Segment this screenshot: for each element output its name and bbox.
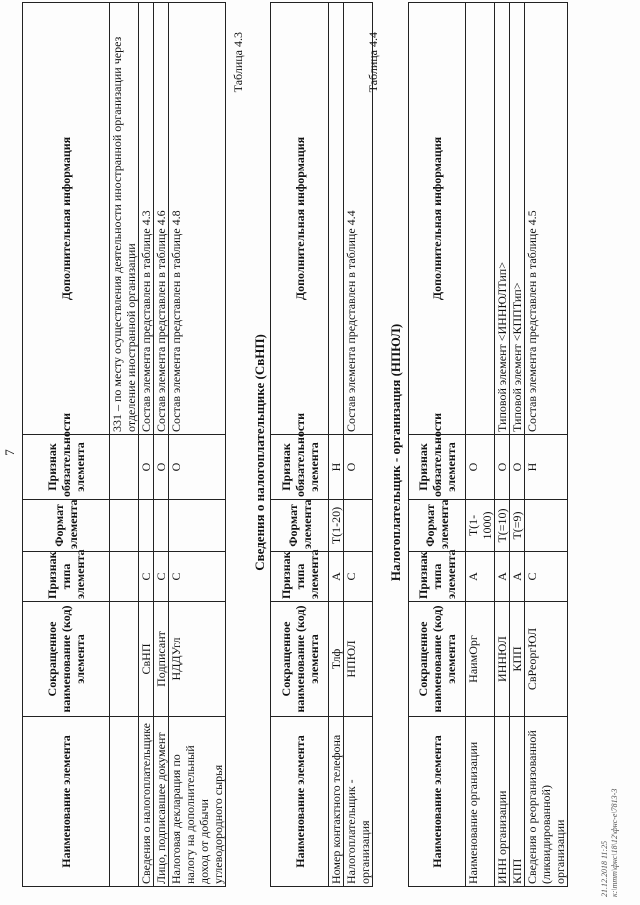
print-stamp-path: к:\ттт\фнс\18\12\фнс-е\7813-3 <box>610 788 619 897</box>
print-stamp <box>600 789 620 897</box>
header-additional-info: Дополнительная информация <box>23 3 110 435</box>
table-4-3-caption: Сведения о налогоплательщике (СвНП) <box>252 334 267 571</box>
table-row: Сведения о реорганизованной (ликвидированной) организации СвРеоргЮЛ С Н Состав элемента представлен в таблице 4.5 <box>525 3 568 887</box>
table-header-row: Наименование элемента Сокращенное наименование (код) элемента Признак типа элемента Формат элемента Признак обязательности элемента Дополнительная информация <box>271 3 329 887</box>
elements-table-main <box>22 2 226 887</box>
table-row: Сведения о налогоплательщике СвНП С О Состав элемента представлен в таблице 4.3 <box>139 3 154 887</box>
table-header-row <box>23 3 110 887</box>
table-header-row: Наименование элемента Сокращенное наименование (код) элемента Признак типа элемента Формат элемента Признак обязательности элемента Дополнительная информация <box>409 3 466 887</box>
table-4-3-label: Таблица 4.3 <box>231 32 245 93</box>
table-4-4-caption: Налогоплательщик - организация (НПЮЛ) <box>388 323 403 582</box>
table-row: Наименование организации НаимОрг А T(1-1000) О <box>466 3 495 887</box>
table-row: Лицо, подписавшее документ Подписант С О Состав элемента представлен в таблице 4.6 <box>154 3 169 887</box>
header-required-flag: Признак обязательности элемента <box>23 435 110 500</box>
table-row: КПП КПП А T(=9) О Типовой элемент <КППТип> <box>510 3 525 887</box>
header-type-flag: Признак типа элемента <box>23 552 110 602</box>
table-row: ИНН организации ИННЮЛ А T(=10) О Типовой элемент <ИННЮЛТип> <box>495 3 510 887</box>
header-short-name: Сокращенное наименование (код) элемента <box>23 602 110 717</box>
header-format: Формат элемента <box>23 500 110 552</box>
table-row <box>110 3 139 887</box>
table-4-4-label: Таблица 4.4 <box>366 32 380 93</box>
header-element-name: Наименование элемента <box>23 717 110 887</box>
table-row: Налогоплательщик - организация НПЮЛ С О Состав элемента представлен в таблице 4.4 <box>344 3 373 887</box>
table-row: Номер контактного телефона Тлф А T(1-20) Н <box>329 3 344 887</box>
table-row: Налоговая декларация по налогу на дополнительный доход от добычи углеводородного сырья НДДУгл С О Состав элемента представлен в таблице 4.8 <box>169 3 226 887</box>
page-number: 7 <box>2 449 17 456</box>
elements-table-4-3 <box>270 2 373 887</box>
elements-table-4-4 <box>408 2 568 887</box>
print-stamp-date: 21.12.2018 11:25 <box>600 840 609 897</box>
additional-info-cell: 331 – по месту осуществления деятельности иностранной организации через отделение иностранной организации <box>110 3 139 435</box>
